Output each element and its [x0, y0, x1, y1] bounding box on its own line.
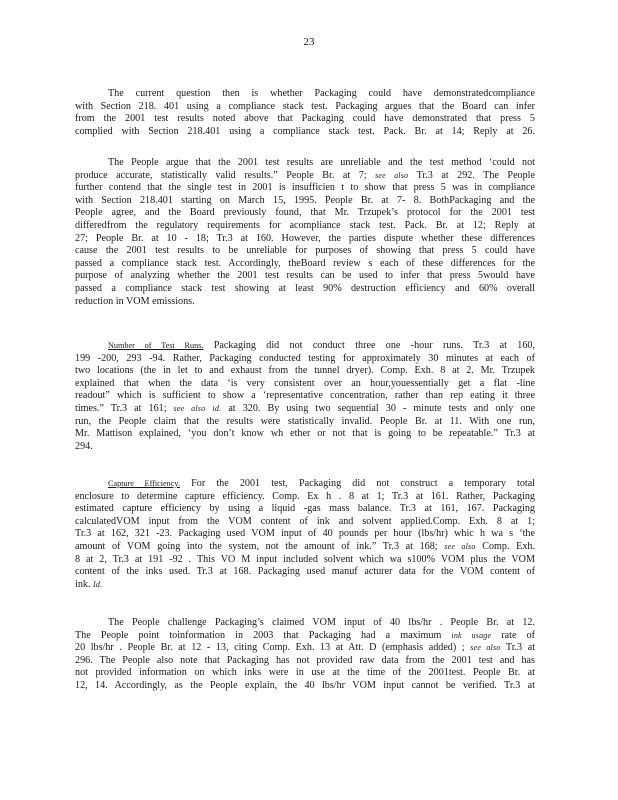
text-segment: Tr.3 at [505, 642, 535, 654]
text-line-with-citation [75, 541, 535, 554]
text-segment: ink. [75, 578, 91, 590]
text-line: two locations (the in let to and exhaust from the tunnel dryer). Comp. Exh. 8 at 2. Mr. Trzupek [75, 365, 535, 377]
text-line-with-citation [75, 579, 535, 592]
section-heading: Capture Efficiency. [108, 479, 181, 488]
text-line-with-citation [75, 170, 535, 183]
text-line: 27; People Br. at 10 - 18; Tr.3 at 160. However, the parties dispute whether these differences [75, 232, 535, 244]
text-segment: Packaging did not conduct three one -hour runs. Tr.3 at 160, [213, 340, 535, 351]
text-line: 199 -200, 293 -94. Rather, Packaging conducted testing for approximately 30 minutes at each of [75, 352, 535, 364]
text-line: not provided information on which inks were in use at the time of the 2001test. People Br. at [75, 667, 535, 679]
text-line: complied with Section 218.401 using a compliance stack test. Pack. Br. at 14; Reply at 26. [75, 125, 535, 137]
text-line-with-citation [75, 630, 535, 643]
text-line: purpose of analyzing whether the 2001 test results can be used to infer that press 5would have [75, 270, 535, 282]
paragraph-1 [75, 88, 535, 138]
text-line: 8 at 2, Tr.3 at 191 -92 . This VO M input included solvent which wa s100% VOM plus the VOM [75, 553, 535, 565]
citation-signal: see also [173, 403, 206, 413]
page-number: 23 [303, 36, 315, 48]
paragraph-2 [75, 157, 535, 308]
text-line: Mr. Mattison explained, ‘you don’t know wh ether or not that is going to be repeatable.” Tr.3 at [75, 428, 535, 440]
citation-id: id. [212, 403, 222, 413]
text-line-with-citation [75, 403, 535, 416]
text-line: with Section 218.401 starting on March 15, 1995. People Br. at 7- 8. BothPackaging and the [75, 194, 535, 206]
text-line: with Section 218. 401 using a compliance stack test. Packaging argues that the Board can infer [75, 100, 535, 112]
text-line: from the 2001 test results noted above that Packaging could have demonstrated that press 5 [75, 113, 535, 125]
text-segment: Comp. Exh. [482, 540, 535, 552]
text-segment: The People point toinformation in 2003 that Packaging had a maximum [75, 629, 442, 641]
citation-emphasis: ink usage [451, 630, 492, 640]
text-line: cause the 2001 test results to be unreliable for purposes of showing that press 5 could have [75, 245, 535, 257]
text-line: enclosure to determine capture efficiency. Comp. Ex h . 8 at 1; Tr.3 at 161. Rather, Packaging [75, 490, 535, 502]
paragraph-4 [75, 478, 535, 591]
text-segment: Tr.3 at 292. The People [416, 169, 535, 181]
citation-signal: see also [375, 170, 409, 180]
text-line: 12, 14. Accordingly, as the People explain, the 40 lbs/hr VOM input cannot be verified. Tr.3 at [75, 679, 535, 691]
paragraph-5 [75, 617, 535, 693]
citation-signal: see also [444, 541, 476, 551]
text-segment: produce accurate, statistically valid results.” People Br. at 7; [75, 169, 367, 181]
text-line-with-heading [75, 340, 535, 353]
text-line-with-heading [75, 478, 535, 491]
text-line: Tr.3 at 162, 321 -23. Packaging used VOM input of 40 pounds per hour (lbs/hr) whic h wa s ‘the [75, 528, 535, 540]
text-line: The People challenge Packaging’s claimed VOM input of 40 lbs/hr . People Br. at 12. [108, 617, 535, 628]
citation-id: Id. [93, 579, 103, 589]
text-line: explained that when the data ‘is very consistent over an hour,youessentially get a flat -line [75, 377, 535, 389]
section-heading: Number of Test Runs. [108, 341, 204, 350]
text-line: differedfrom the regulatory requirements for acompliance stack test. Pack. Br. at 12; Reply at [75, 219, 535, 231]
text-line: The People argue that the 2001 test results are unreliable and the test method ‘could not [108, 157, 535, 168]
text-segment: 20 lbs/hr . People Br. at 12 - 13, citing Comp. Exh. 13 at Att. D (emphasis added) ; [75, 642, 465, 654]
text-line: People agree, and the Board previously found, that Mr. Trzupek’s protocol for the 2001 test [75, 207, 535, 219]
paragraph-3 [75, 340, 535, 453]
text-line: 294. [75, 440, 93, 452]
text-line: content of the inks used. Tr.3 at 168. Packaging used manuf acturer data for the VOM content of [75, 566, 535, 578]
text-line: estimated capture efficiency by using a liquid -gas mass balance. Tr.3 at 161, 167. Packaging [75, 503, 535, 515]
text-segment: rate of [501, 629, 535, 641]
text-line: 296. The People also note that Packaging has not provided raw data from the 2001 test and has [75, 654, 535, 666]
text-line: The current question then is whether Packaging could have demonstratedcompliance [108, 88, 535, 99]
text-line-with-citation [75, 642, 535, 655]
citation-signal: see also [470, 643, 501, 653]
text-segment: times.” Tr.3 at 161; [75, 402, 167, 414]
text-line: passed a compliance stack test. Accordingly, theBoard review s each of these differences for the [75, 257, 535, 269]
text-segment: at 320. By using two sequential 30 - minute tests and only one [228, 402, 535, 414]
text-line: readout” which is sufficient to show a ‘representative concentration, rather than rep eating it three [75, 390, 535, 402]
text-segment: amount of VOM going into the system, not the amount of ink.” Tr.3 at 168; [75, 540, 438, 552]
text-segment: For the 2001 test, Packaging did not construct a temporary total [191, 478, 535, 489]
text-line: further contend that the single test in 2001 is insufficien t to show that press 5 was in compliance [75, 182, 535, 194]
text-line: reduction in VOM emissions. [75, 295, 195, 307]
text-line: run, the People claim that the results were statistically invalid. People Br. at 11. With one run, [75, 415, 535, 427]
text-line: calculatedVOM input from the VOM content of ink and solvent applied.Comp. Exh. 8 at 1; [75, 515, 535, 527]
text-line: passed a compliance stack test showing at least 90% destruction efficiency and 60% overall [75, 282, 535, 294]
